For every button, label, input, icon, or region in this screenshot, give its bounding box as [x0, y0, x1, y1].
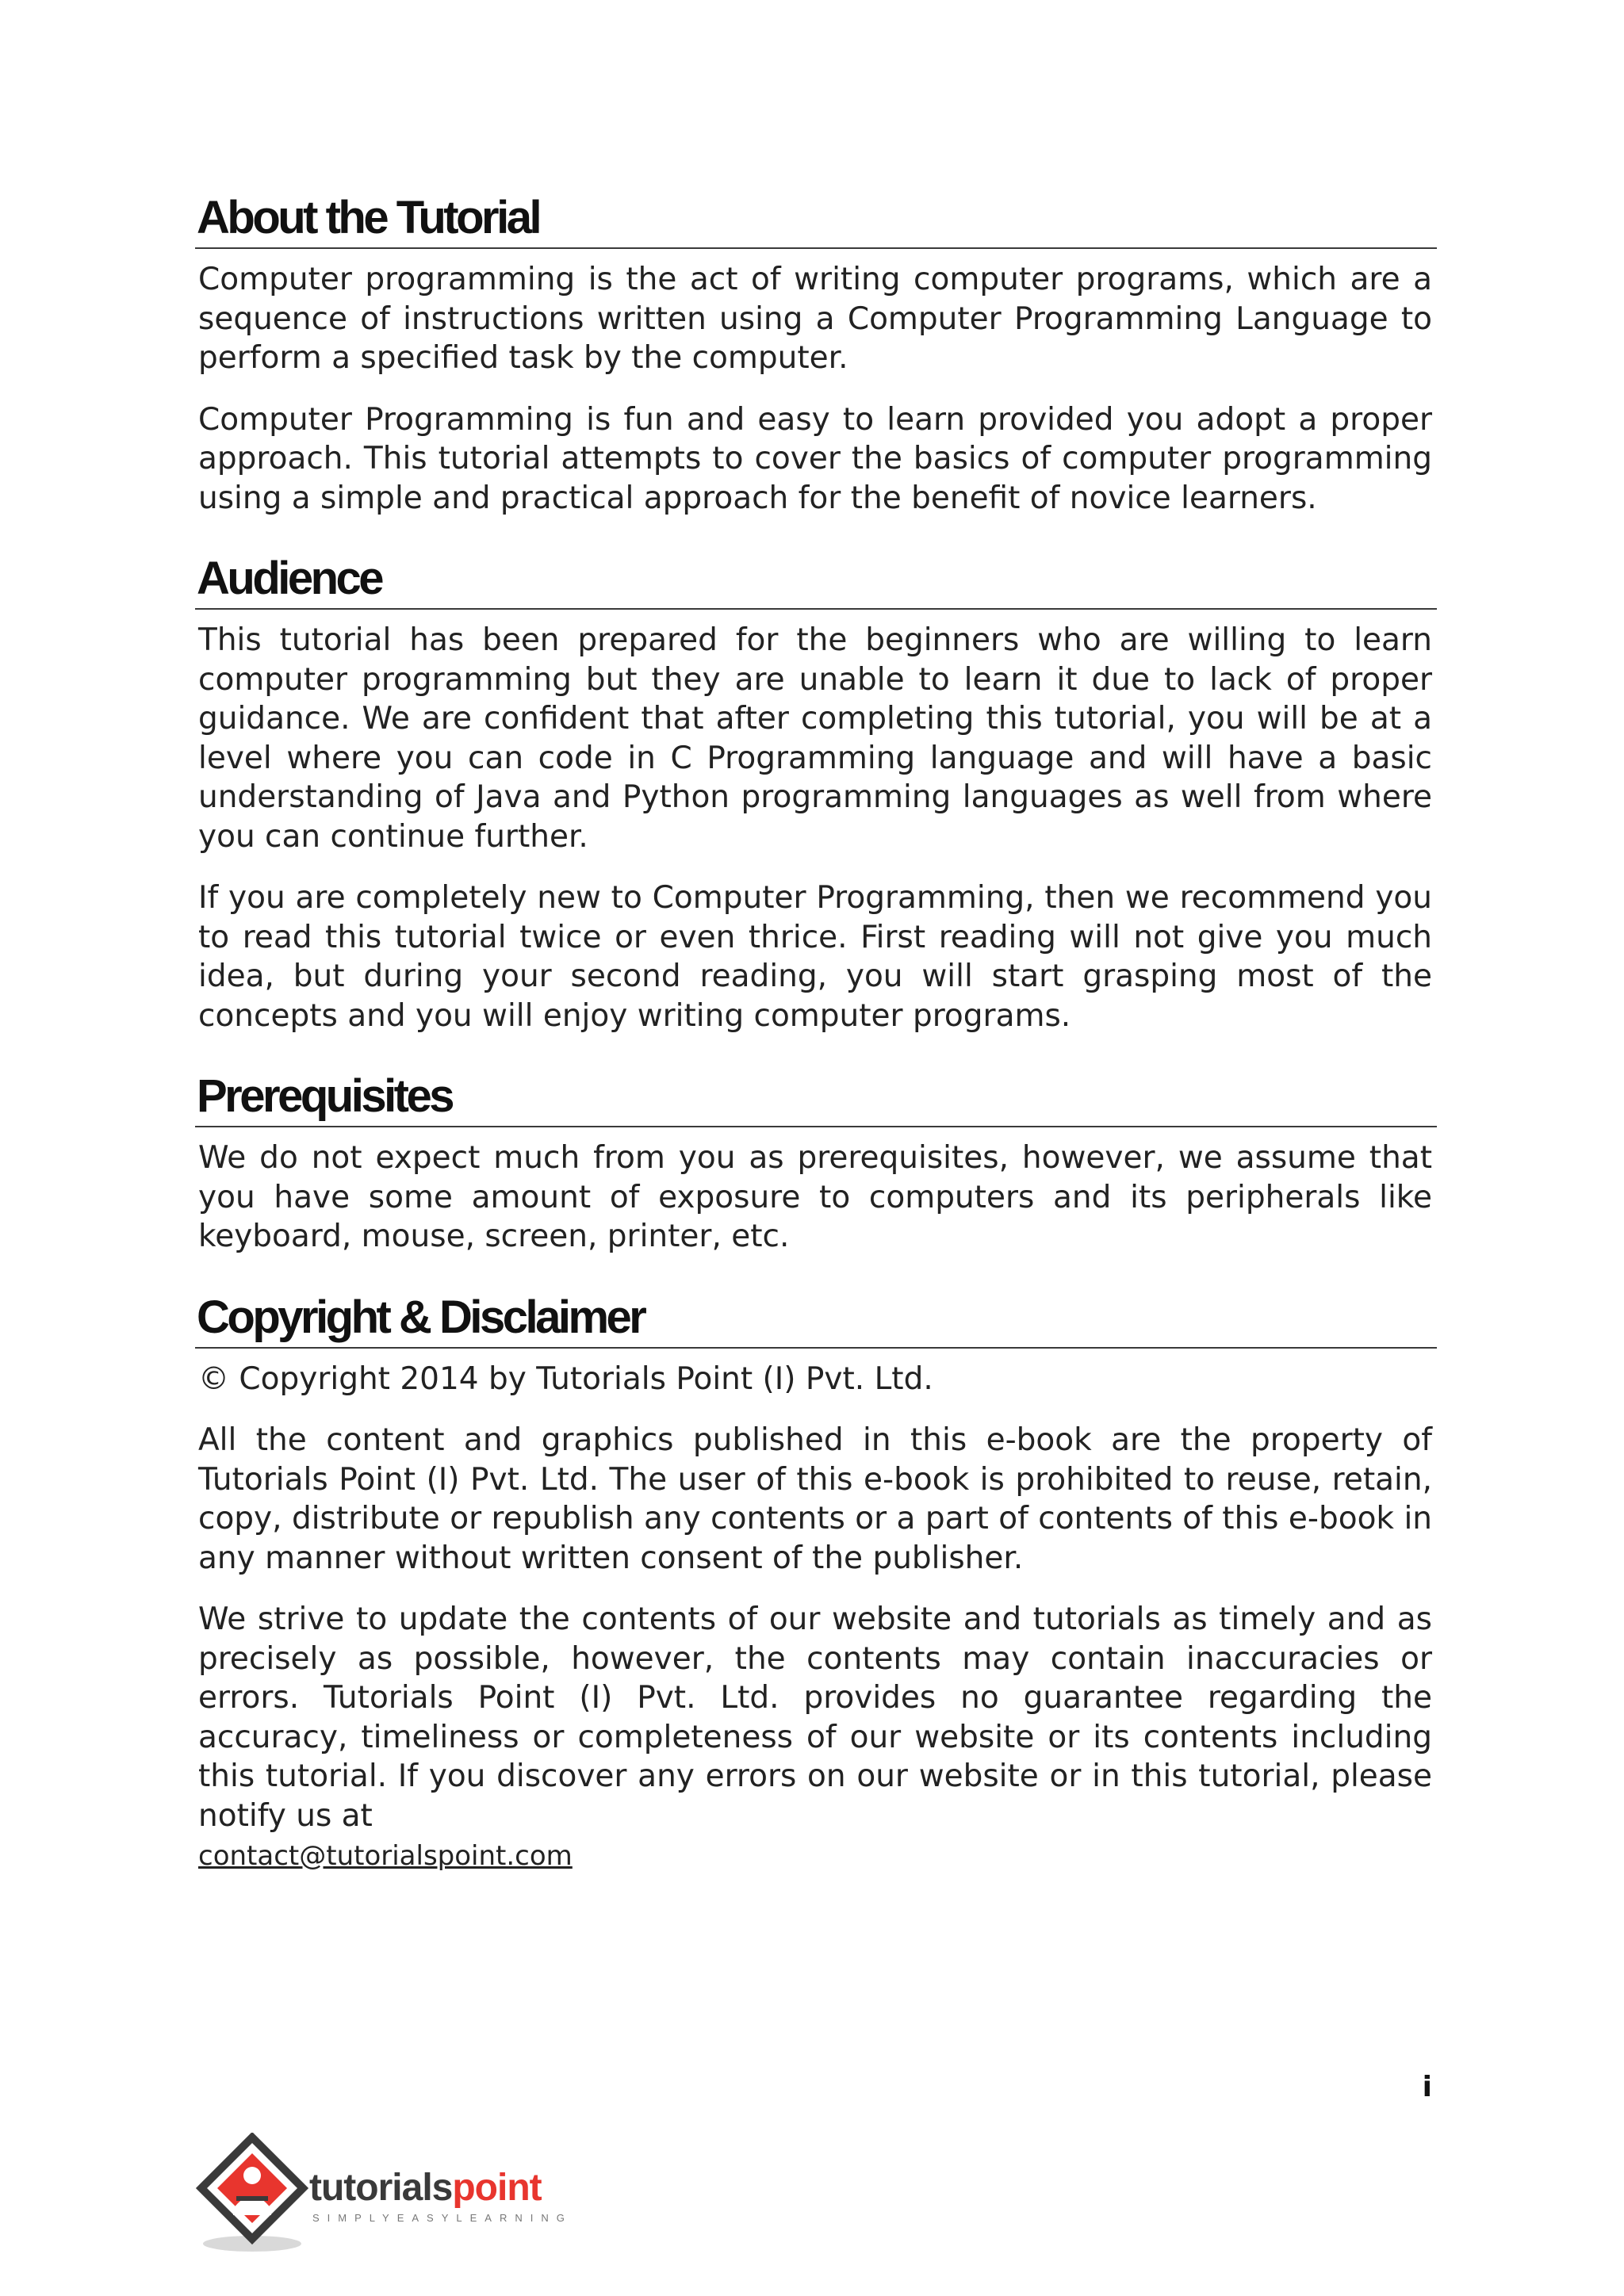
section-heading: Audience [195, 551, 1437, 610]
section-copyright [195, 1290, 1437, 1877]
section-prerequisites [195, 1069, 1437, 1257]
section-heading: About the Tutorial [195, 190, 1437, 249]
paragraph: All the content and graphics published in this e-book are the property of Tutorials Point (I) Pvt. Ltd. The user of this e-book is prohibited to reuse, retain, copy, distribute or republish any contents or a part of contents of this e-book in any manner without written consent of the publisher. [198, 1422, 1432, 1576]
logo-tagline: SIMPLYEASYLEARNING [312, 2212, 573, 2224]
paragraph: If you are completely new to Computer Programming, then we recommend you to read this tutorial twice or even thrice. First reading will not give you much idea, but during your second reading, you will start grasping most of the concepts and you will enjoy writing computer programs. [198, 880, 1432, 1034]
section-heading: Copyright & Disclaimer [195, 1290, 1437, 1349]
copyright-line: © Copyright 2014 by Tutorials Point (I) Pvt. Ltd. [198, 1360, 933, 1397]
disclaimer-text: We strive to update the contents of our website and tutorials as timely and as precisely as possible, however, the contents may contain inaccuracies or errors. Tutorials Point (I) Pvt. Ltd. provides no guarantee regarding the accuracy, timeliness or completeness of our website or its contents including this tutorial. If you discover any errors on our website or in this tutorial, please notify us at [198, 1601, 1432, 1834]
logo-wordmark [309, 2166, 542, 2210]
paragraph: This tutorial has been prepared for the beginners who are willing to learn computer programming but they are unable to learn it due to lack of proper guidance. We are confident that after completing this tutorial, you will be at a level where you can code in C Programming language and will have a basic understanding of Java and Python programming languages as well from where you can continue further. [198, 622, 1432, 855]
tutorialspoint-logo [195, 2133, 592, 2260]
paragraph: We do not expect much from you as prerequisites, however, we assume that you have some amount of exposure to computers and its peripherals like keyboard, mouse, screen, printer, etc. [198, 1140, 1432, 1254]
contact-email-link[interactable]: contact@tutorialspoint.com [198, 1840, 573, 1872]
section-audience [195, 551, 1437, 1035]
paragraph [198, 1600, 1432, 1877]
logo-wordmark-part1: tutorials [309, 2167, 453, 2209]
section-heading: Prerequisites [195, 1069, 1437, 1127]
logo-wordmark-part2: point [452, 2167, 542, 2209]
document-page [195, 190, 1437, 1877]
section-about [195, 190, 1437, 518]
paragraph: Computer Programming is fun and easy to learn provided you adopt a proper approach. This tutorial attempts to cover the basics of computer programming using a simple and practical approach for the benefit of novice learners. [198, 401, 1432, 516]
logo-diamond-icon [195, 2133, 314, 2260]
page-number: i [1422, 2071, 1432, 2103]
paragraph: Computer programming is the act of writing computer programs, which are a sequence of instructions written using a Computer Programming Language to perform a specified task by the computer. [198, 262, 1432, 376]
